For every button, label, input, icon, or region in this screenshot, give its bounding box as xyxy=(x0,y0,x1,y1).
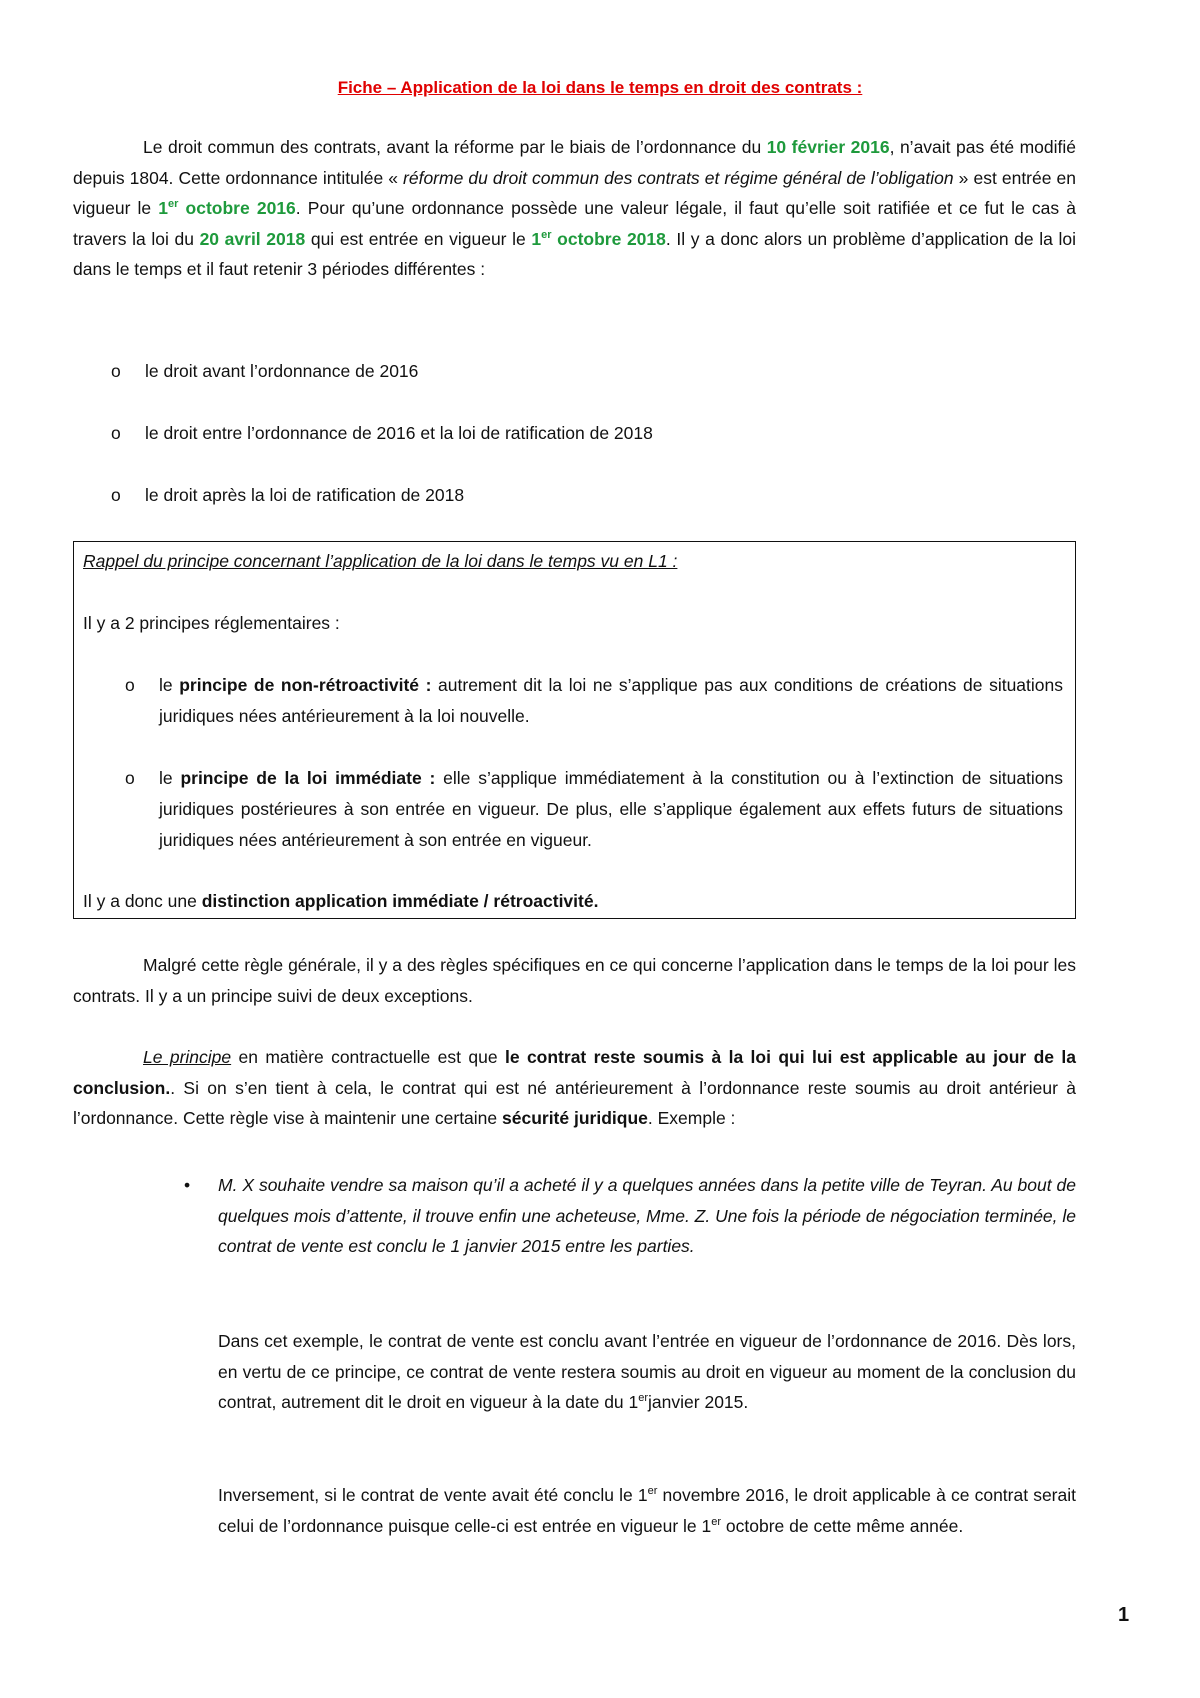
conclusion-bold: distinction application immédiate / rétroactivité. xyxy=(201,891,599,911)
circle-bullet-icon: o xyxy=(125,675,135,695)
principe-bold: sécurité juridique xyxy=(502,1108,648,1128)
list-item xyxy=(73,418,1076,448)
rappel-intro: Il y a 2 principes réglementaires : xyxy=(83,613,340,633)
example-scenario: M. X souhaite vendre sa maison qu’il a acheté il y a quelques années dans la petite ville de Teyran. Au bout de quelques mois d’attente, il trouve enfin une acheteuse, Mme. Z. Une fois la période de négociation terminée, le contrat de vente est conclu le 1 janvier 2015 entre les parties. xyxy=(218,1175,1077,1256)
circle-bullet-icon: o xyxy=(111,361,121,381)
intro-text: . Il y a donc alors un problème d’application de la loi dans le temps et il faut retenir 3 périodes différentes : xyxy=(73,228,1077,279)
ordinal-sup: er xyxy=(168,198,179,210)
date-rest: octobre 2016 xyxy=(178,198,296,218)
periods-list xyxy=(73,418,1076,448)
principle-name: principe de la loi immédiate : xyxy=(180,768,436,788)
intro-text: . Pour qu’une ordonnance possède une valeur légale, il faut qu’elle soit ratifiée et ce fut le cas à travers la loi du xyxy=(73,198,1076,249)
conclusion-text: Il y a donc une xyxy=(83,891,202,911)
rappel-conclusion xyxy=(83,886,1065,916)
analysis-text: janvier 2015. xyxy=(648,1392,749,1412)
list-item-text: le droit entre l’ordonnance de 2016 et la loi de ratification de 2018 xyxy=(145,423,653,443)
page-title: Fiche – Application de la loi dans le temps en droit des contrats : xyxy=(337,78,863,97)
example-analysis xyxy=(218,1326,1076,1418)
intro-text: Le droit commun des contrats, avant la réforme par le biais de l’ordonnance du xyxy=(143,137,767,157)
date-rest: octobre 2018 xyxy=(551,228,666,249)
periods-list xyxy=(73,356,1076,386)
rappel-box xyxy=(73,541,1076,919)
list-item-text: le droit avant l’ordonnance de 2016 xyxy=(145,361,419,381)
page-number: 1 xyxy=(1118,1604,1130,1626)
ordinal-sup: er xyxy=(541,228,552,241)
principle-text: autrement dit la loi ne s’applique pas aux conditions de créations de situations juridiques nées antérieurement à la loi nouvelle. xyxy=(159,675,1064,726)
principle-item xyxy=(159,670,1063,732)
principe-label: Le principe xyxy=(143,1047,232,1067)
inverse-text: novembre 2016, le droit applicable à ce contrat serait celui de l’ordonnance puisque celle-ci est entrée en vigueur le 1 xyxy=(218,1485,1076,1536)
intro-text: , n’avait pas été modifié depuis 1804. Cette ordonnance intitulée « xyxy=(73,137,1076,188)
intro-text: » est entrée en vigueur le xyxy=(73,167,1076,218)
inverse-text: Inversement, si le contrat de vente avait été conclu le 1 xyxy=(218,1485,648,1505)
ordinance-title: réforme du droit commun des contrats et régime général de l’obligation xyxy=(403,167,954,188)
principle-text: le xyxy=(159,768,181,788)
date-highlight: 10 février 2016 xyxy=(766,137,890,157)
principle-text: le xyxy=(159,675,180,695)
principe-text: . Si on s’en tient à cela, le contrat qui est né antérieurement à l’ordonnance reste soumis au droit antérieur à l’ordonnance. Cette règle vise à maintenir une certaine xyxy=(73,1077,1076,1128)
date-highlight xyxy=(531,229,666,249)
principe-text: en matière contractuelle est que xyxy=(231,1047,505,1067)
date-day: 1 xyxy=(531,228,542,249)
example-inverse xyxy=(218,1480,1076,1541)
malgre-paragraph: Malgré cette règle générale, il y a des règles spécifiques en ce qui concerne l’application dans le temps de la loi pour les contrats. Il y a un principe suivi de deux exceptions. xyxy=(73,955,1076,1006)
circle-bullet-icon: o xyxy=(125,768,135,788)
list-item-text: le droit après la loi de ratification de 2018 xyxy=(145,485,465,505)
intro-text: qui est entrée en vigueur le xyxy=(305,228,532,249)
ordinal-sup: er xyxy=(711,1515,722,1528)
rappel-heading: Rappel du principe concernant l’application de la loi dans le temps vu en L1 : xyxy=(83,551,678,571)
principe-text: . Exemple : xyxy=(647,1108,736,1128)
principle-name: principe de non-rétroactivité : xyxy=(179,675,432,695)
date-highlight xyxy=(158,198,296,218)
list-item xyxy=(73,356,1076,386)
inverse-text: octobre de cette même année. xyxy=(721,1515,964,1536)
list-item xyxy=(73,480,1076,510)
date-highlight: 20 avril 2018 xyxy=(199,228,306,249)
principe-bold: le contrat reste soumis à la loi qui lui est applicable au jour de la conclusion. xyxy=(73,1047,1076,1098)
periods-list xyxy=(73,480,1076,510)
intro-paragraph xyxy=(73,132,1076,285)
analysis-text: Dans cet exemple, le contrat de vente est conclu avant l’entrée en vigueur de l’ordonnance de 2016. Dès lors, en vertu de ce principe, ce contrat de vente restera soumis au droit en vigueur au moment de la conclusion du contrat, autrement dit le droit en vigueur à la date du 1 xyxy=(218,1331,1076,1412)
ordinal-sup: er xyxy=(638,1392,649,1404)
circle-bullet-icon: o xyxy=(111,485,121,505)
date-day: 1 xyxy=(158,198,169,218)
circle-bullet-icon: o xyxy=(111,423,121,443)
principle-text: elle s’applique immédiatement à la constitution ou à l’extinction de situations juridiques postérieures à son entrée en vigueur. De plus, elle s’applique également aux effets futurs de situations juridiques nées antérieurement à son entrée en vigueur. xyxy=(159,768,1064,850)
ordinal-sup: er xyxy=(647,1485,658,1497)
principe-paragraph xyxy=(73,1042,1076,1134)
principle-item xyxy=(159,763,1063,856)
bullet-icon: • xyxy=(184,1175,191,1195)
